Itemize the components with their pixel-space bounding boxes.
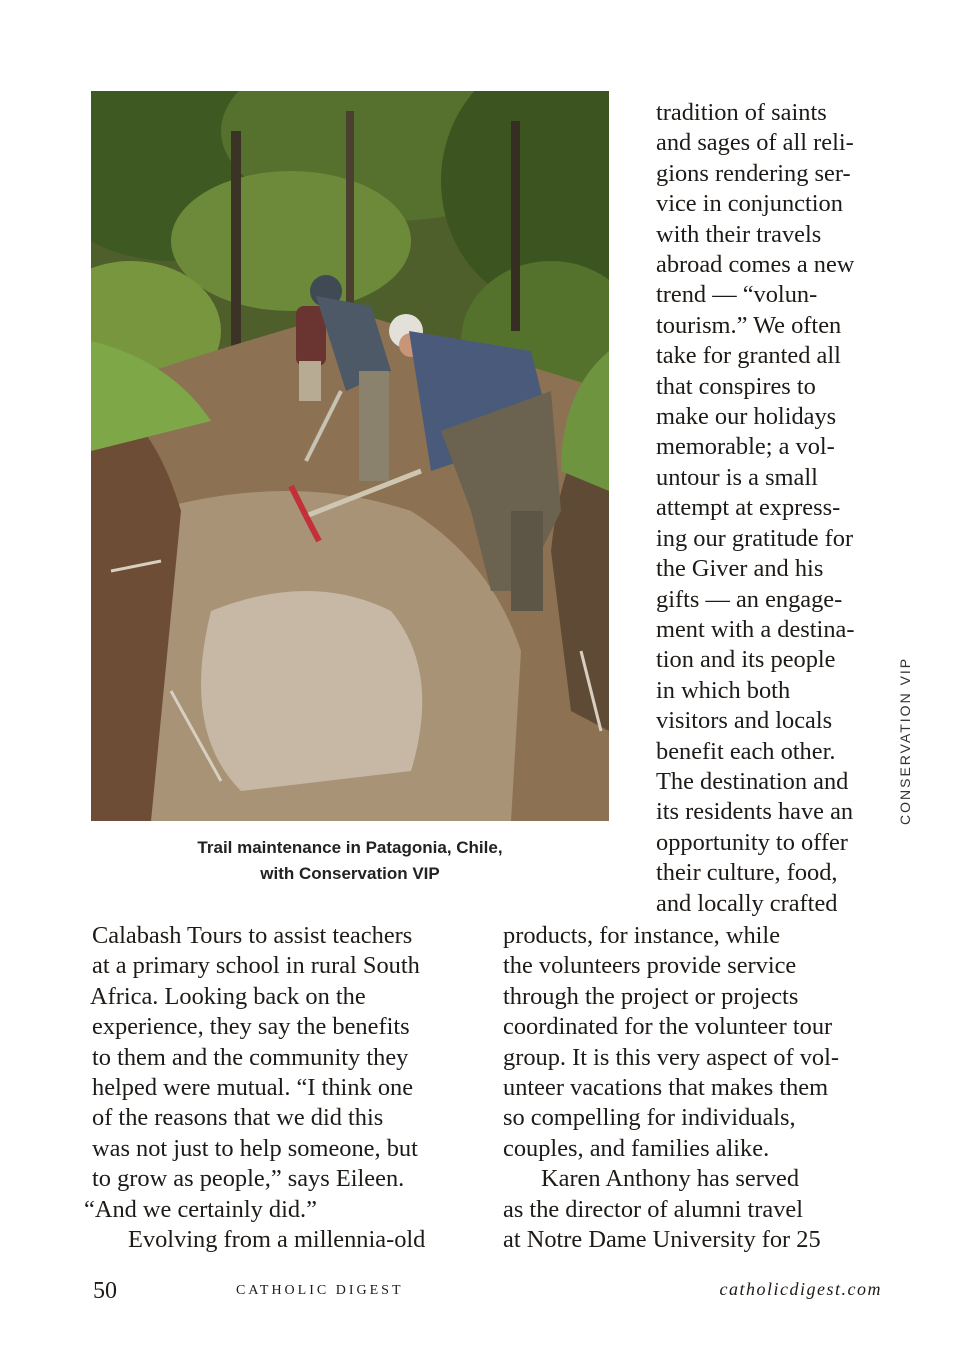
text-line: to them and the community they (92, 1043, 409, 1071)
text-line: opportunity to offer (656, 828, 848, 856)
publication-url: catholicdigest.com (719, 1279, 882, 1299)
text-line: vice in conjunction (656, 190, 843, 218)
text-line: at Notre Dame University for 25 (503, 1226, 821, 1254)
page-number: 50 (93, 1278, 117, 1304)
text-line: to grow as people,” says Eileen. (92, 1165, 405, 1193)
trail-maintenance-photo (91, 91, 609, 821)
text-line: tion and its people (656, 646, 836, 674)
text-line: that conspires to (656, 372, 816, 400)
text-line: the volunteers provide service (503, 952, 797, 980)
caption-line: Trail maintenance in Patagonia, Chile, (197, 838, 503, 857)
publication-name: CATHOLIC DIGEST (236, 1283, 404, 1298)
text-column-middle (503, 921, 839, 1255)
text-line: tourism.” We often (656, 311, 842, 339)
text-line: coordinated for the volunteer tour (503, 1013, 833, 1041)
caption-line: with Conservation VIP (260, 864, 440, 883)
text-line: through the project or projects (503, 982, 799, 1010)
text-line: the Giver and his (656, 555, 824, 583)
text-line: as the director of alumni travel (503, 1195, 804, 1223)
text-line: take for granted all (656, 342, 841, 370)
text-line: couples, and families alike. (503, 1134, 770, 1162)
text-line: their culture, food, (656, 859, 838, 887)
text-column-left (84, 921, 425, 1255)
text-line: Evolving from a millennia-old (128, 1226, 426, 1254)
text-line: in which both (656, 676, 791, 704)
text-line: Karen Anthony has served (541, 1165, 800, 1193)
text-line: trend — “volun- (656, 281, 818, 309)
photo-caption (91, 835, 609, 887)
section-side-tab: CONSERVATION VIP (897, 656, 913, 825)
text-line: so compelling for individuals, (503, 1104, 796, 1132)
text-line: tradition of saints (656, 99, 827, 126)
text-line: experience, they say the benefits (92, 1013, 410, 1041)
text-line: gions rendering ser- (656, 159, 851, 187)
text-line: ment with a destina- (656, 615, 855, 643)
text-line: make our holidays (656, 403, 837, 431)
text-line: products, for instance, while (503, 922, 781, 949)
text-line: gifts — an engage- (656, 585, 843, 613)
text-line: unteer vacations that makes them (503, 1074, 829, 1102)
text-line: of the reasons that we did this (92, 1104, 384, 1132)
text-line: memorable; a vol- (656, 433, 835, 461)
text-line: group. It is this very aspect of vol- (503, 1043, 839, 1071)
text-line: benefit each other. (656, 737, 836, 765)
text-line: attempt at express- (656, 494, 841, 522)
text-line: visitors and locals (656, 707, 833, 735)
text-line: The destination and (656, 767, 849, 795)
text-line: Calabash Tours to assist teachers (92, 922, 413, 949)
text-line: abroad comes a new (656, 251, 855, 279)
text-line: and locally crafted (656, 889, 838, 917)
text-line: ing our gratitude for (656, 524, 854, 552)
text-line: helped were mutual. “I think one (92, 1074, 414, 1102)
text-line: “And we certainly did.” (84, 1195, 317, 1223)
text-line: Africa. Looking back on the (90, 982, 366, 1010)
text-line: with their travels (656, 220, 822, 248)
text-line: and sages of all reli- (656, 129, 854, 157)
text-line: was not just to help someone, but (92, 1134, 418, 1162)
text-line: untour is a small (656, 463, 818, 491)
text-line: its residents have an (656, 798, 854, 826)
text-line: at a primary school in rural South (92, 952, 420, 980)
text-column-right-top (656, 98, 854, 919)
